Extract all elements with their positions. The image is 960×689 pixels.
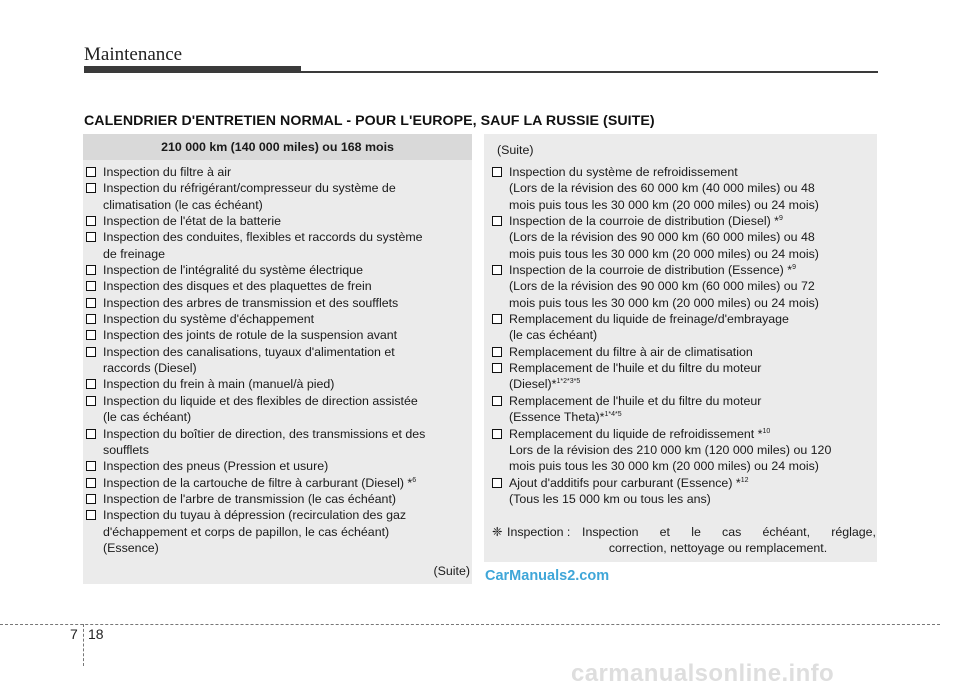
left-checklist <box>86 164 470 556</box>
watermark-link[interactable]: CarManuals2.com <box>485 568 610 584</box>
footer-vertical-divider <box>83 624 84 666</box>
page-header-title: Maintenance <box>84 44 183 65</box>
checkbox-icon <box>492 396 502 406</box>
checklist-item <box>492 344 877 360</box>
checklist-item-line: Remplacement du liquide de freinage/d'embrayage <box>509 312 789 327</box>
checklist-item-line: de freinage <box>103 246 166 261</box>
checklist-item-line: d'échappement et corps de papillon, le cas échéant) <box>103 524 390 539</box>
checklist-item-line: Inspection des pneus (Pression et usure) <box>103 459 329 474</box>
checklist-item-line: Inspection des joints de rotule de la suspension avant <box>103 328 398 343</box>
checklist-item <box>86 262 470 278</box>
checklist-item-line: (Essence) <box>103 540 159 555</box>
checklist-item <box>492 311 877 344</box>
checklist-item-line: Remplacement du liquide de refroidissement *$^{10}$ <box>509 426 771 441</box>
section-title: CALENDRIER D'ENTRETIEN NORMAL - POUR L'EUROPE, SAUF LA RUSSIE (SUITE) <box>84 113 655 129</box>
checklist-item-line: Inspection de l'intégralité du système électrique <box>103 263 363 278</box>
checklist-item-line: raccords (Diesel) <box>103 361 197 376</box>
checklist-item-line: Inspection du système d'échappement <box>103 312 315 327</box>
checkbox-icon <box>86 265 96 275</box>
checkbox-icon <box>86 379 96 389</box>
checklist-item <box>86 376 470 392</box>
checklist-item-line: Lors de la révision des 210 000 km (120 000 miles) ou 120 <box>509 442 832 457</box>
footer-divider <box>0 624 940 625</box>
footnote-marker: 1*4*5 <box>604 411 622 419</box>
footnote-marker: 9 <box>778 214 783 222</box>
continued-label: (Suite) <box>433 564 470 578</box>
checklist-item-line: Inspection de l'état de la batterie <box>103 214 282 229</box>
checkbox-icon <box>86 281 96 291</box>
checkbox-icon <box>86 510 96 520</box>
checkbox-icon <box>492 347 502 357</box>
checklist-item-line: Remplacement de l'huile et du filtre du moteur <box>509 393 762 408</box>
checklist-item <box>86 213 470 229</box>
checklist-item-line: Inspection du boîtier de direction, des transmissions et des <box>103 426 426 441</box>
checklist-item <box>86 344 470 377</box>
checklist-item-line: Inspection du tuyau à dépression (recirculation des gaz <box>103 508 407 523</box>
checkbox-icon <box>86 494 96 504</box>
checklist-item <box>86 491 470 507</box>
checklist-item-line: soufflets <box>103 442 149 457</box>
checklist-item-line: (Tous les 15 000 km ou tous les ans) <box>509 491 711 506</box>
checklist-item-line: Inspection du réfrigérant/compresseur du système de <box>103 181 396 196</box>
checkbox-icon <box>86 347 96 357</box>
checklist-item <box>86 180 470 213</box>
checkbox-icon <box>86 167 96 177</box>
checklist-item <box>86 426 470 459</box>
checklist-item-line: Inspection de la cartouche de filtre à carburant (Diesel) *$^6$ <box>103 475 417 490</box>
checkbox-icon <box>492 429 502 439</box>
checkbox-icon <box>492 478 502 488</box>
interval-heading: 210 000 km (140 000 miles) ou 168 mois <box>161 140 394 154</box>
checklist-item <box>492 426 877 475</box>
checklist-item-line: (Lors de la révision des 90 000 km (60 000 miles) ou 48 <box>509 230 815 245</box>
checklist-item <box>86 393 470 426</box>
checklist-item <box>492 393 877 426</box>
checklist-item <box>492 213 877 262</box>
checklist-item <box>86 311 470 327</box>
checklist-item-line: climatisation (le cas échéant) <box>103 197 263 212</box>
checklist-item-line: Inspection du frein à main (manuel/à pied) <box>103 377 335 392</box>
checkbox-icon <box>86 429 96 439</box>
checklist-item-line: Remplacement de l'huile et du filtre du moteur <box>509 361 762 376</box>
checklist-item-line: mois puis tous les 30 000 km (20 000 miles) ou 24 mois) <box>509 295 819 310</box>
site-watermark: carmanualsonline.info <box>571 660 835 687</box>
checkbox-icon <box>86 314 96 324</box>
note-line-2: correction, nettoyage ou remplacement. <box>608 541 828 555</box>
chapter-number: 7 <box>70 626 78 642</box>
checklist-item <box>492 262 877 311</box>
checklist-item-line: Inspection de l'arbre de transmission (le cas échéant) <box>103 491 397 506</box>
checkbox-icon <box>86 461 96 471</box>
checklist-item <box>86 327 470 343</box>
checklist-item <box>492 475 877 508</box>
checklist-item-line: (le cas échéant) <box>509 328 598 343</box>
footnote-marker: 9 <box>792 263 796 271</box>
footnote-marker: 12 <box>740 476 749 484</box>
checkbox-icon <box>86 216 96 226</box>
footnote-marker: 1*2*3*5 <box>556 378 581 386</box>
checkbox-icon <box>86 478 96 488</box>
left-panel-heading <box>83 134 472 160</box>
checklist-item-line: mois puis tous les 30 000 km (20 000 miles) ou 24 mois) <box>509 459 819 474</box>
checklist-item <box>492 164 877 213</box>
continued-from-label: (Suite) <box>497 143 534 157</box>
checklist-item-line: (Diesel)*$^{1*2*3*5}$ <box>509 377 581 392</box>
checklist-item <box>86 458 470 474</box>
checkbox-icon <box>86 232 96 242</box>
checklist-item-line: Ajout d'additifs pour carburant (Essence) *$^{12}$ <box>509 475 749 490</box>
footnote-marker: 10 <box>762 427 771 435</box>
asterism-icon: ❈ <box>492 525 503 539</box>
checkbox-icon <box>86 183 96 193</box>
checkbox-icon <box>492 216 502 226</box>
checklist-item <box>86 295 470 311</box>
checkbox-icon <box>86 330 96 340</box>
checklist-item-line: Inspection de la courroie de distribution (Diesel) *$^9$ <box>509 214 783 229</box>
checklist-item-line: Inspection du filtre à air <box>103 165 232 179</box>
checklist-item-line: Inspection des conduites, flexibles et raccords du système <box>103 230 423 245</box>
checkbox-icon <box>492 363 502 373</box>
checklist-item-line: mois puis tous les 30 000 km (20 000 miles) ou 24 mois) <box>509 246 819 261</box>
checklist-item-line: Inspection des canalisations, tuyaux d'alimentation et <box>103 344 395 359</box>
header-rule-thin <box>301 71 878 73</box>
checkbox-icon <box>492 314 502 324</box>
checklist-item <box>86 278 470 294</box>
header-rule-thick <box>84 66 301 73</box>
checkbox-icon <box>492 265 502 275</box>
checklist-item-line: Remplacement du filtre à air de climatisation <box>509 344 753 359</box>
checklist-item-line: Inspection des disques et des plaquettes de frein <box>103 279 372 294</box>
checklist-item <box>86 507 470 556</box>
checkbox-icon <box>492 167 502 177</box>
checklist-item-line: Inspection du système de refroidissement <box>509 165 738 179</box>
note-line-1: Inspection et le cas échéant, réglage, <box>582 525 876 539</box>
right-checklist <box>492 164 877 507</box>
checklist-item-line: mois puis tous les 30 000 km (20 000 miles) ou 24 mois) <box>509 197 819 212</box>
checklist-item-line: Inspection des arbres de transmission et des soufflets <box>103 295 399 310</box>
checklist-item <box>86 229 470 262</box>
checkbox-icon <box>86 298 96 308</box>
note-key: Inspection : <box>507 525 571 539</box>
checklist-item <box>492 360 877 393</box>
checklist-item-line: (Lors de la révision des 60 000 km (40 000 miles) ou 48 <box>509 181 815 196</box>
checklist-item-line: (Lors de la révision des 90 000 km (60 000 miles) ou 72 <box>509 279 815 294</box>
checklist-item-line: Inspection du liquide et des flexibles de direction assistée <box>103 393 418 408</box>
footnote-marker: 6 <box>412 476 417 484</box>
page-number: 18 <box>88 626 104 642</box>
checklist-item-line: (le cas échéant) <box>103 410 192 425</box>
checklist-item-line: (Essence Theta)*$^{1*4*5}$ <box>509 410 622 425</box>
checkbox-icon <box>86 396 96 406</box>
checklist-item <box>86 164 470 180</box>
checklist-item <box>86 475 470 491</box>
checklist-item-line: Inspection de la courroie de distribution (Essence) *$^9$ <box>509 263 796 278</box>
